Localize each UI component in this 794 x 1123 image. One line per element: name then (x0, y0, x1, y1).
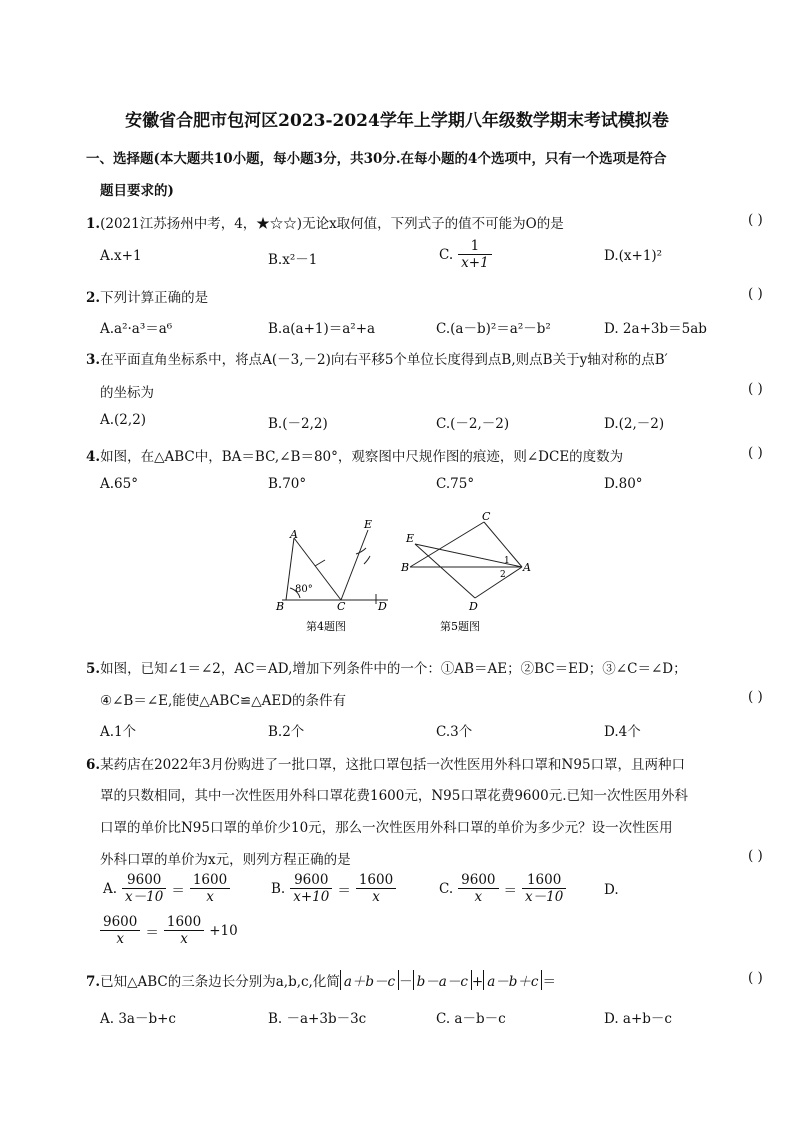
option-a[interactable]: A. 3a－b+c (100, 1011, 176, 1027)
angle-label: 80° (295, 584, 313, 595)
page-title: 安徽省合肥市包河区2023-2024学年上学期八年级数学期末考试模拟卷 (125, 111, 669, 131)
question-number: 1. (86, 216, 101, 232)
label-a: A (290, 528, 298, 541)
question-number: 6. (86, 757, 101, 773)
option-a[interactable]: A.1个 (100, 724, 137, 740)
question-3 (86, 348, 668, 368)
option-d[interactable]: D.(2,－2) (604, 416, 665, 432)
question-text-cont: ④∠B＝∠E,能使△ABC≌△AED的条件有 (100, 693, 347, 709)
label-b: B (401, 561, 410, 574)
option-b[interactable]: B. －a+3b－3c (268, 1011, 367, 1027)
option-d[interactable]: D.80° (604, 476, 643, 492)
question-number: 3. (86, 352, 101, 368)
question-text: 下列计算正确的是 (100, 290, 209, 306)
label-a: A (523, 561, 531, 574)
fraction: $\frac{1600}{x}$ (190, 872, 230, 905)
question-text: 已知△ABC的三条边长分别为a,b,c,化简 (100, 974, 340, 990)
question-text: (2021江苏扬州中考，4，★☆☆)无论x取何值，下列式子的值不可能为O的是 (100, 216, 564, 232)
option-c[interactable]: C. $\frac{1}{x+1}$ (436, 238, 494, 271)
question-2 (86, 286, 208, 306)
fraction: $\frac{1600}{x}$ (164, 914, 204, 947)
label-d: D (469, 600, 478, 613)
answer-blank[interactable]: ( ) (748, 445, 763, 461)
option-c[interactable]: C. $\frac{9600}{x}$ ＝ $\frac{1600}{x-10}$ (436, 872, 568, 905)
question-text-cont: 的坐标为 (100, 385, 154, 401)
geometry-figures (270, 508, 540, 638)
option-a[interactable]: A.65° (100, 476, 138, 492)
answer-blank[interactable]: ( ) (748, 848, 763, 864)
option-b[interactable]: B.70° (268, 476, 307, 492)
fraction: $\frac{9600}{x-10}$ (122, 872, 166, 905)
option-b[interactable]: B. $\frac{9600}{x+10}$ ＝ $\frac{1600}{x}$ (268, 872, 398, 905)
question-5 (86, 657, 687, 677)
abs-expr: a＋b－c (340, 970, 399, 990)
question-6 (86, 753, 685, 773)
option-d[interactable]: $\frac{9600}{x}$ ＝ $\frac{1600}{x}$ +10 (98, 914, 241, 947)
answer-blank[interactable]: ( ) (748, 381, 763, 397)
section-heading: 一、选择题(本大题共10小题，每小题3分，共30分.在每小题的4个选项中，只有一个选项是符合 (86, 151, 667, 167)
section-heading-cont: 题目要求的) (100, 183, 174, 199)
answer-blank[interactable]: ( ) (748, 970, 763, 986)
fraction: $\frac{1600}{x}$ (356, 872, 396, 905)
option-d[interactable]: D. 2a+3b＝5ab (604, 321, 707, 337)
label-e: E (406, 532, 415, 545)
question-text-cont: 罩的只数相同，其中一次性医用外科口罩花费1600元，N95口罩花费9600元.已知一次性医用外科 (100, 788, 688, 804)
question-number: 7. (86, 974, 101, 990)
label-d: D (378, 600, 387, 613)
label-c: C (482, 510, 491, 523)
option-c[interactable]: C. a－b－c (436, 1011, 506, 1027)
angle-2-label: 2 (500, 570, 506, 580)
question-number: 5. (86, 661, 101, 677)
option-a[interactable]: A.(2,2) (100, 412, 147, 428)
option-b[interactable]: B.2个 (268, 724, 305, 740)
answer-blank[interactable]: ( ) (748, 286, 763, 302)
angle-1-label: 1 (504, 556, 510, 566)
fraction: $\frac{9600}{x}$ (458, 872, 498, 905)
answer-blank[interactable]: ( ) (748, 212, 763, 228)
option-c[interactable]: C.(a－b)²＝a²－b² (436, 321, 551, 337)
option-b[interactable]: B.(－2,2) (268, 416, 328, 432)
question-text-cont: 外科口罩的单价为x元，则列方程正确的是 (100, 852, 351, 868)
label-e: E (364, 518, 373, 531)
question-text: 如图，已知∠1＝∠2，AC＝AD,增加下列条件中的一个：①AB＝AE；②BC＝ED；③∠C＝∠D； (100, 661, 687, 677)
figure-5-caption: 第5题图 (440, 620, 480, 633)
question-1 (86, 212, 564, 232)
option-c[interactable]: C.3个 (436, 724, 473, 740)
abs-expr: b－a－c (413, 970, 472, 990)
figure-4-caption: 第4题图 (306, 620, 346, 633)
option-a[interactable]: A. $\frac{9600}{x-10}$ ＝ $\frac{1600}{x}$ (100, 872, 232, 905)
question-number: 2. (86, 290, 101, 306)
option-b[interactable]: B.a(a+1)＝a²+a (268, 321, 376, 337)
fraction: $\frac{1}{x+1}$ (458, 238, 492, 271)
question-7: 7.已知△ABC的三条边长分别为a,b,c,化简 a＋b－c － b－a－c + a－b＋c ＝ (86, 970, 556, 990)
question-text-cont: 口罩的单价比N95口罩的单价少10元，那么一次性医用外科口罩的单价为多少元？设一次性医用 (100, 820, 673, 836)
question-text: 某药店在2022年3月份购进了一批口罩，这批口罩包括一次性医用外科口罩和N95口罩，且两种口 (100, 757, 686, 773)
question-text: 在平面直角坐标系中，将点A(－3,－2)向右平移5个单位长度得到点B,则点B关于y轴对称的点B′ (100, 352, 668, 368)
option-a[interactable]: A.a²·a³＝a⁶ (100, 321, 173, 337)
abs-expr: a－b＋c (483, 970, 542, 990)
option-d-label[interactable]: D. (604, 882, 619, 898)
option-b[interactable]: B.x²－1 (268, 252, 318, 268)
option-a[interactable]: A.x+1 (100, 248, 142, 264)
option-d[interactable]: D. a+b－c (604, 1011, 672, 1027)
question-text: 如图，在△ABC中，BA＝BC,∠B＝80°，观察图中尺规作图的痕迹，则∠DCE的度数为 (100, 449, 624, 465)
label-c: C (337, 600, 346, 613)
answer-blank[interactable]: ( ) (748, 689, 763, 705)
fraction: $\frac{1600}{x-10}$ (522, 872, 566, 905)
fraction: $\frac{9600}{x}$ (100, 914, 140, 947)
option-c[interactable]: C.(－2,－2) (436, 416, 510, 432)
option-d[interactable]: D.4个 (604, 724, 641, 740)
label-b: B (276, 600, 285, 613)
question-4 (86, 445, 623, 465)
fraction: $\frac{9600}{x+10}$ (290, 872, 332, 905)
option-c[interactable]: C.75° (436, 476, 475, 492)
question-number: 4. (86, 449, 101, 465)
option-d[interactable]: D.(x+1)² (604, 248, 663, 264)
